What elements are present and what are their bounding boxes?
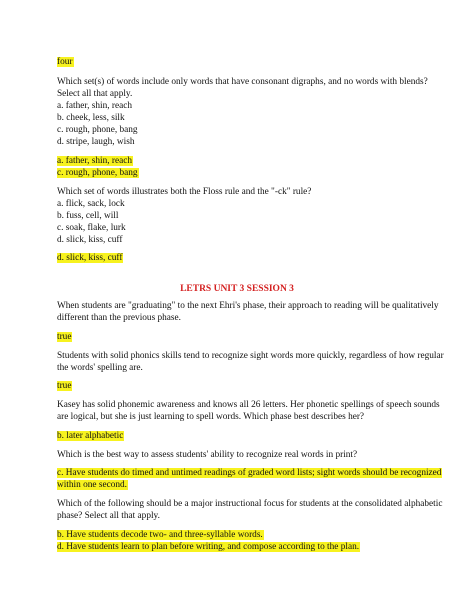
- q3-question-line1: When students are "graduating" to the next Ehri's phase, their approach to reading will be qualitatively: [57, 301, 439, 311]
- q1-option-a: a. father, shin, reach: [57, 101, 132, 111]
- q2-option-b: b. fuss, cell, will: [57, 211, 119, 221]
- q1-question-line2: Select all that apply.: [57, 89, 133, 99]
- q3-question-line2: different than the previous phase.: [57, 313, 182, 323]
- q1-option-b: b. cheek, less, silk: [57, 113, 125, 123]
- q1-answer-a: a. father, shin, reach: [57, 156, 132, 166]
- q7-answer-d: d. Have students learn to plan before writing, and compose according to the plan.: [57, 542, 360, 552]
- q2-question: Which set of words illustrates both the Floss rule and the "-ck" rule?: [57, 187, 312, 197]
- q2-answer: d. slick, kiss, cuff: [57, 253, 123, 263]
- q4-question-line1: Students with solid phonics skills tend to recognize sight words more quickly, regardless of how regular: [57, 351, 444, 361]
- q7-question-line1: Which of the following should be a major instructional focus for students at the consolidated alphabetic: [57, 499, 443, 509]
- q4-answer: true: [57, 381, 72, 391]
- q5-answer: b. later alphabetic: [57, 431, 124, 441]
- answer-four: four: [57, 57, 73, 67]
- q4-question-line2: the words' spelling are.: [57, 363, 143, 373]
- q6-answer-line2: within one second.: [57, 480, 127, 490]
- section-heading: LETRS UNIT 3 SESSION 3: [180, 284, 294, 294]
- q1-option-d: d. stripe, laugh, wish: [57, 137, 135, 147]
- q6-answer-line1: c. Have students do timed and untimed readings of graded word lists; sight words should be recognized: [57, 468, 442, 478]
- q5-question-line2: are logical, but she is just learning to spell words. Which phase best describes her?: [57, 412, 365, 422]
- q2-option-a: a. flick, sack, lock: [57, 199, 125, 209]
- q7-answer-b: b. Have students decode two- and three-syllable words.: [57, 530, 263, 540]
- q2-option-c: c. soak, flake, lurk: [57, 223, 126, 233]
- q1-question-line1: Which set(s) of words include only words that have consonant digraphs, and no words with blends?: [57, 77, 428, 87]
- q1-option-c: c. rough, phone, bang: [57, 125, 138, 135]
- q1-answer-c: c. rough, phone, bang: [57, 168, 138, 178]
- q6-question: Which is the best way to assess students' ability to recognize real words in print?: [57, 450, 358, 460]
- q2-option-d: d. slick, kiss, cuff: [57, 235, 123, 245]
- q5-question-line1: Kasey has solid phonemic awareness and knows all 26 letters. Her phonetic spellings of speech sounds: [57, 400, 440, 410]
- q7-question-line2: phase? Select all that apply.: [57, 511, 160, 521]
- q3-answer: true: [57, 332, 72, 342]
